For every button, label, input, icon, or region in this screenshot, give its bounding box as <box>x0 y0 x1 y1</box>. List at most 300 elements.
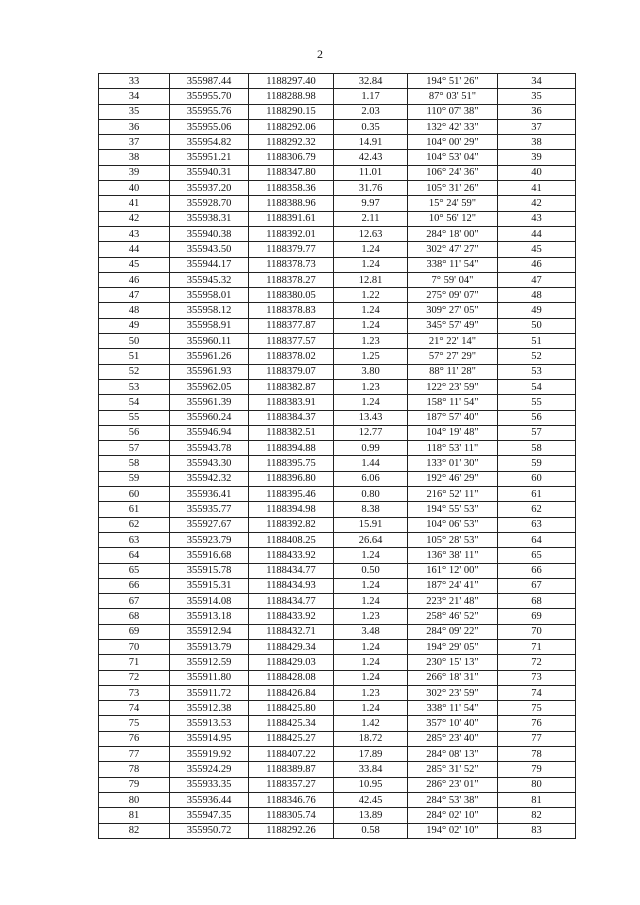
next-point-cell: 66 <box>498 563 576 578</box>
next-point-cell: 83 <box>498 823 576 838</box>
distance-cell: 1.24 <box>334 242 408 257</box>
y-coordinate-cell: 1188388.96 <box>249 196 334 211</box>
bearing-cell: 88° 11' 28" <box>408 364 498 379</box>
point-number-cell: 42 <box>99 211 170 226</box>
x-coordinate-cell: 355987.44 <box>170 74 249 89</box>
point-number-cell: 51 <box>99 349 170 364</box>
point-number-cell: 55 <box>99 410 170 425</box>
next-point-cell: 68 <box>498 594 576 609</box>
next-point-cell: 43 <box>498 211 576 226</box>
table-row <box>99 364 576 379</box>
x-coordinate-cell: 355935.77 <box>170 502 249 517</box>
table-row <box>99 731 576 746</box>
next-point-cell: 46 <box>498 257 576 272</box>
bearing-cell: 275° 09' 07" <box>408 288 498 303</box>
next-point-cell: 76 <box>498 716 576 731</box>
distance-cell: 6.06 <box>334 471 408 486</box>
table-row <box>99 135 576 150</box>
point-number-cell: 37 <box>99 135 170 150</box>
table-row <box>99 303 576 318</box>
table-row <box>99 441 576 456</box>
distance-cell: 13.43 <box>334 410 408 425</box>
x-coordinate-cell: 355912.59 <box>170 655 249 670</box>
table-body <box>99 74 576 839</box>
next-point-cell: 36 <box>498 104 576 119</box>
x-coordinate-cell: 355958.01 <box>170 288 249 303</box>
y-coordinate-cell: 1188377.57 <box>249 334 334 349</box>
bearing-cell: 285° 31' 52" <box>408 762 498 777</box>
table-row <box>99 196 576 211</box>
distance-cell: 1.24 <box>334 548 408 563</box>
x-coordinate-cell: 355913.18 <box>170 609 249 624</box>
x-coordinate-cell: 355928.70 <box>170 196 249 211</box>
distance-cell: 31.76 <box>334 181 408 196</box>
table-row <box>99 808 576 823</box>
table-row <box>99 823 576 838</box>
x-coordinate-cell: 355943.50 <box>170 242 249 257</box>
y-coordinate-cell: 1188425.34 <box>249 716 334 731</box>
x-coordinate-cell: 355942.32 <box>170 471 249 486</box>
bearing-cell: 110° 07' 38" <box>408 104 498 119</box>
point-number-cell: 34 <box>99 89 170 104</box>
bearing-cell: 187° 57' 40" <box>408 410 498 425</box>
distance-cell: 1.24 <box>334 655 408 670</box>
next-point-cell: 80 <box>498 777 576 792</box>
y-coordinate-cell: 1188389.87 <box>249 762 334 777</box>
table-row <box>99 379 576 394</box>
y-coordinate-cell: 1188382.51 <box>249 425 334 440</box>
y-coordinate-cell: 1188306.79 <box>249 150 334 165</box>
x-coordinate-cell: 355947.35 <box>170 808 249 823</box>
point-number-cell: 67 <box>99 594 170 609</box>
y-coordinate-cell: 1188378.83 <box>249 303 334 318</box>
y-coordinate-cell: 1188357.27 <box>249 777 334 792</box>
x-coordinate-cell: 355940.31 <box>170 165 249 180</box>
table-row <box>99 104 576 119</box>
y-coordinate-cell: 1188384.37 <box>249 410 334 425</box>
y-coordinate-cell: 1188395.75 <box>249 456 334 471</box>
point-number-cell: 54 <box>99 395 170 410</box>
point-number-cell: 57 <box>99 441 170 456</box>
distance-cell: 1.22 <box>334 288 408 303</box>
distance-cell: 12.63 <box>334 226 408 241</box>
next-point-cell: 57 <box>498 425 576 440</box>
table-row <box>99 395 576 410</box>
bearing-cell: 338° 11' 54" <box>408 257 498 272</box>
x-coordinate-cell: 355919.92 <box>170 747 249 762</box>
y-coordinate-cell: 1188425.27 <box>249 731 334 746</box>
table-row <box>99 288 576 303</box>
point-number-cell: 49 <box>99 318 170 333</box>
table-row <box>99 349 576 364</box>
y-coordinate-cell: 1188382.87 <box>249 379 334 394</box>
table-row <box>99 609 576 624</box>
table-row <box>99 334 576 349</box>
next-point-cell: 37 <box>498 119 576 134</box>
y-coordinate-cell: 1188408.25 <box>249 532 334 547</box>
point-number-cell: 59 <box>99 471 170 486</box>
next-point-cell: 54 <box>498 379 576 394</box>
distance-cell: 1.24 <box>334 670 408 685</box>
table-row <box>99 517 576 532</box>
x-coordinate-cell: 355958.12 <box>170 303 249 318</box>
distance-cell: 12.77 <box>334 425 408 440</box>
bearing-cell: 309° 27' 05" <box>408 303 498 318</box>
next-point-cell: 50 <box>498 318 576 333</box>
next-point-cell: 56 <box>498 410 576 425</box>
distance-cell: 1.24 <box>334 303 408 318</box>
x-coordinate-cell: 355912.94 <box>170 624 249 639</box>
next-point-cell: 65 <box>498 548 576 563</box>
bearing-cell: 302° 47' 27" <box>408 242 498 257</box>
point-number-cell: 62 <box>99 517 170 532</box>
table-row <box>99 777 576 792</box>
bearing-cell: 104° 06' 53" <box>408 517 498 532</box>
table-row <box>99 181 576 196</box>
point-number-cell: 70 <box>99 639 170 654</box>
point-number-cell: 76 <box>99 731 170 746</box>
point-number-cell: 79 <box>99 777 170 792</box>
distance-cell: 14.91 <box>334 135 408 150</box>
distance-cell: 2.03 <box>334 104 408 119</box>
next-point-cell: 49 <box>498 303 576 318</box>
x-coordinate-cell: 355944.17 <box>170 257 249 272</box>
point-number-cell: 82 <box>99 823 170 838</box>
table-row <box>99 624 576 639</box>
bearing-cell: 133° 01' 30" <box>408 456 498 471</box>
y-coordinate-cell: 1188391.61 <box>249 211 334 226</box>
point-number-cell: 72 <box>99 670 170 685</box>
point-number-cell: 71 <box>99 655 170 670</box>
y-coordinate-cell: 1188432.71 <box>249 624 334 639</box>
distance-cell: 12.81 <box>334 272 408 287</box>
y-coordinate-cell: 1188433.92 <box>249 609 334 624</box>
x-coordinate-cell: 355961.26 <box>170 349 249 364</box>
point-number-cell: 36 <box>99 119 170 134</box>
x-coordinate-cell: 355955.70 <box>170 89 249 104</box>
y-coordinate-cell: 1188378.27 <box>249 272 334 287</box>
y-coordinate-cell: 1188433.92 <box>249 548 334 563</box>
table-row <box>99 471 576 486</box>
distance-cell: 1.24 <box>334 701 408 716</box>
point-number-cell: 81 <box>99 808 170 823</box>
table-row <box>99 716 576 731</box>
table-row <box>99 410 576 425</box>
point-number-cell: 52 <box>99 364 170 379</box>
y-coordinate-cell: 1188292.06 <box>249 119 334 134</box>
table-row <box>99 563 576 578</box>
bearing-cell: 158° 11' 54" <box>408 395 498 410</box>
bearing-cell: 284° 02' 10" <box>408 808 498 823</box>
table-row <box>99 242 576 257</box>
x-coordinate-cell: 355927.67 <box>170 517 249 532</box>
point-number-cell: 50 <box>99 334 170 349</box>
table-row <box>99 685 576 700</box>
next-point-cell: 51 <box>498 334 576 349</box>
y-coordinate-cell: 1188290.15 <box>249 104 334 119</box>
bearing-cell: 187° 24' 41" <box>408 578 498 593</box>
x-coordinate-cell: 355955.76 <box>170 104 249 119</box>
table-row <box>99 425 576 440</box>
bearing-cell: 194° 02' 10" <box>408 823 498 838</box>
page-number: 2 <box>317 47 323 61</box>
distance-cell: 1.24 <box>334 594 408 609</box>
distance-cell: 0.35 <box>334 119 408 134</box>
distance-cell: 17.89 <box>334 747 408 762</box>
distance-cell: 15.91 <box>334 517 408 532</box>
point-number-cell: 43 <box>99 226 170 241</box>
y-coordinate-cell: 1188434.77 <box>249 594 334 609</box>
y-coordinate-cell: 1188425.80 <box>249 701 334 716</box>
distance-cell: 1.23 <box>334 609 408 624</box>
bearing-cell: 357° 10' 40" <box>408 716 498 731</box>
next-point-cell: 70 <box>498 624 576 639</box>
x-coordinate-cell: 355911.80 <box>170 670 249 685</box>
next-point-cell: 63 <box>498 517 576 532</box>
point-number-cell: 66 <box>99 578 170 593</box>
y-coordinate-cell: 1188347.80 <box>249 165 334 180</box>
x-coordinate-cell: 355913.79 <box>170 639 249 654</box>
distance-cell: 3.80 <box>334 364 408 379</box>
next-point-cell: 73 <box>498 670 576 685</box>
point-number-cell: 33 <box>99 74 170 89</box>
y-coordinate-cell: 1188426.84 <box>249 685 334 700</box>
next-point-cell: 71 <box>498 639 576 654</box>
next-point-cell: 40 <box>498 165 576 180</box>
bearing-cell: 230° 15' 13" <box>408 655 498 670</box>
bearing-cell: 338° 11' 54" <box>408 701 498 716</box>
next-point-cell: 44 <box>498 226 576 241</box>
x-coordinate-cell: 355936.44 <box>170 792 249 807</box>
bearing-cell: 105° 28' 53" <box>408 532 498 547</box>
point-number-cell: 64 <box>99 548 170 563</box>
bearing-cell: 284° 18' 00" <box>408 226 498 241</box>
y-coordinate-cell: 1188392.01 <box>249 226 334 241</box>
distance-cell: 1.17 <box>334 89 408 104</box>
point-number-cell: 78 <box>99 762 170 777</box>
distance-cell: 33.84 <box>334 762 408 777</box>
point-number-cell: 77 <box>99 747 170 762</box>
distance-cell: 1.24 <box>334 257 408 272</box>
coordinates-table <box>98 73 576 839</box>
distance-cell: 1.44 <box>334 456 408 471</box>
next-point-cell: 62 <box>498 502 576 517</box>
table-row <box>99 762 576 777</box>
point-number-cell: 46 <box>99 272 170 287</box>
bearing-cell: 194° 29' 05" <box>408 639 498 654</box>
bearing-cell: 21° 22' 14" <box>408 334 498 349</box>
table-row <box>99 150 576 165</box>
y-coordinate-cell: 1188429.03 <box>249 655 334 670</box>
x-coordinate-cell: 355936.41 <box>170 487 249 502</box>
next-point-cell: 48 <box>498 288 576 303</box>
y-coordinate-cell: 1188428.08 <box>249 670 334 685</box>
distance-cell: 32.84 <box>334 74 408 89</box>
table-row <box>99 578 576 593</box>
y-coordinate-cell: 1188297.40 <box>249 74 334 89</box>
y-coordinate-cell: 1188434.93 <box>249 578 334 593</box>
bearing-cell: 223° 21' 48" <box>408 594 498 609</box>
distance-cell: 8.38 <box>334 502 408 517</box>
x-coordinate-cell: 355951.21 <box>170 150 249 165</box>
next-point-cell: 82 <box>498 808 576 823</box>
y-coordinate-cell: 1188392.82 <box>249 517 334 532</box>
distance-cell: 2.11 <box>334 211 408 226</box>
table-row <box>99 594 576 609</box>
point-number-cell: 44 <box>99 242 170 257</box>
point-number-cell: 48 <box>99 303 170 318</box>
y-coordinate-cell: 1188292.32 <box>249 135 334 150</box>
next-point-cell: 72 <box>498 655 576 670</box>
y-coordinate-cell: 1188288.98 <box>249 89 334 104</box>
point-number-cell: 35 <box>99 104 170 119</box>
next-point-cell: 64 <box>498 532 576 547</box>
x-coordinate-cell: 355924.29 <box>170 762 249 777</box>
y-coordinate-cell: 1188358.36 <box>249 181 334 196</box>
bearing-cell: 302° 23' 59" <box>408 685 498 700</box>
distance-cell: 1.24 <box>334 395 408 410</box>
x-coordinate-cell: 355916.68 <box>170 548 249 563</box>
table-row <box>99 257 576 272</box>
x-coordinate-cell: 355938.31 <box>170 211 249 226</box>
table-row <box>99 532 576 547</box>
bearing-cell: 194° 55' 53" <box>408 502 498 517</box>
bearing-cell: 10° 56' 12" <box>408 211 498 226</box>
bearing-cell: 284° 08' 13" <box>408 747 498 762</box>
y-coordinate-cell: 1188407.22 <box>249 747 334 762</box>
point-number-cell: 38 <box>99 150 170 165</box>
point-number-cell: 53 <box>99 379 170 394</box>
x-coordinate-cell: 355943.30 <box>170 456 249 471</box>
y-coordinate-cell: 1188305.74 <box>249 808 334 823</box>
bearing-cell: 216° 52' 11" <box>408 487 498 502</box>
bearing-cell: 286° 23' 01" <box>408 777 498 792</box>
x-coordinate-cell: 355960.24 <box>170 410 249 425</box>
next-point-cell: 55 <box>498 395 576 410</box>
distance-cell: 9.97 <box>334 196 408 211</box>
point-number-cell: 63 <box>99 532 170 547</box>
table-row <box>99 226 576 241</box>
next-point-cell: 41 <box>498 181 576 196</box>
next-point-cell: 79 <box>498 762 576 777</box>
bearing-cell: 258° 46' 52" <box>408 609 498 624</box>
distance-cell: 18.72 <box>334 731 408 746</box>
distance-cell: 0.99 <box>334 441 408 456</box>
bearing-cell: 194° 51' 26" <box>408 74 498 89</box>
x-coordinate-cell: 355923.79 <box>170 532 249 547</box>
next-point-cell: 42 <box>498 196 576 211</box>
next-point-cell: 47 <box>498 272 576 287</box>
next-point-cell: 45 <box>498 242 576 257</box>
distance-cell: 13.89 <box>334 808 408 823</box>
table-row <box>99 639 576 654</box>
x-coordinate-cell: 355911.72 <box>170 685 249 700</box>
table-row <box>99 548 576 563</box>
bearing-cell: 104° 53' 04" <box>408 150 498 165</box>
y-coordinate-cell: 1188377.87 <box>249 318 334 333</box>
x-coordinate-cell: 355940.38 <box>170 226 249 241</box>
bearing-cell: 118° 53' 11" <box>408 441 498 456</box>
point-number-cell: 75 <box>99 716 170 731</box>
bearing-cell: 87° 03' 51" <box>408 89 498 104</box>
point-number-cell: 61 <box>99 502 170 517</box>
bearing-cell: 7° 59' 04" <box>408 272 498 287</box>
table-row <box>99 670 576 685</box>
distance-cell: 42.45 <box>334 792 408 807</box>
table-row <box>99 119 576 134</box>
distance-cell: 1.23 <box>334 334 408 349</box>
y-coordinate-cell: 1188380.05 <box>249 288 334 303</box>
y-coordinate-cell: 1188383.91 <box>249 395 334 410</box>
distance-cell: 1.24 <box>334 639 408 654</box>
next-point-cell: 60 <box>498 471 576 486</box>
distance-cell: 1.23 <box>334 685 408 700</box>
next-point-cell: 52 <box>498 349 576 364</box>
next-point-cell: 77 <box>498 731 576 746</box>
table-row <box>99 487 576 502</box>
x-coordinate-cell: 355943.78 <box>170 441 249 456</box>
next-point-cell: 34 <box>498 74 576 89</box>
table-row <box>99 89 576 104</box>
bearing-cell: 284° 09' 22" <box>408 624 498 639</box>
x-coordinate-cell: 355937.20 <box>170 181 249 196</box>
table-row <box>99 792 576 807</box>
bearing-cell: 105° 31' 26" <box>408 181 498 196</box>
point-number-cell: 40 <box>99 181 170 196</box>
distance-cell: 0.58 <box>334 823 408 838</box>
y-coordinate-cell: 1188379.07 <box>249 364 334 379</box>
bearing-cell: 104° 19' 48" <box>408 425 498 440</box>
point-number-cell: 73 <box>99 685 170 700</box>
distance-cell: 1.25 <box>334 349 408 364</box>
table-row <box>99 701 576 716</box>
x-coordinate-cell: 355960.11 <box>170 334 249 349</box>
point-number-cell: 69 <box>99 624 170 639</box>
next-point-cell: 53 <box>498 364 576 379</box>
distance-cell: 3.48 <box>334 624 408 639</box>
bearing-cell: 161° 12' 00" <box>408 563 498 578</box>
next-point-cell: 75 <box>498 701 576 716</box>
next-point-cell: 74 <box>498 685 576 700</box>
x-coordinate-cell: 355961.39 <box>170 395 249 410</box>
x-coordinate-cell: 355950.72 <box>170 823 249 838</box>
x-coordinate-cell: 355912.38 <box>170 701 249 716</box>
next-point-cell: 39 <box>498 150 576 165</box>
point-number-cell: 65 <box>99 563 170 578</box>
table-row <box>99 318 576 333</box>
x-coordinate-cell: 355933.35 <box>170 777 249 792</box>
x-coordinate-cell: 355945.32 <box>170 272 249 287</box>
point-number-cell: 68 <box>99 609 170 624</box>
y-coordinate-cell: 1188396.80 <box>249 471 334 486</box>
distance-cell: 0.50 <box>334 563 408 578</box>
y-coordinate-cell: 1188346.76 <box>249 792 334 807</box>
distance-cell: 1.24 <box>334 318 408 333</box>
bearing-cell: 192° 46' 29" <box>408 471 498 486</box>
x-coordinate-cell: 355954.82 <box>170 135 249 150</box>
y-coordinate-cell: 1188394.98 <box>249 502 334 517</box>
table-row <box>99 655 576 670</box>
next-point-cell: 35 <box>498 89 576 104</box>
point-number-cell: 74 <box>99 701 170 716</box>
point-number-cell: 45 <box>99 257 170 272</box>
point-number-cell: 60 <box>99 487 170 502</box>
next-point-cell: 78 <box>498 747 576 762</box>
bearing-cell: 15° 24' 59" <box>408 196 498 211</box>
x-coordinate-cell: 355913.53 <box>170 716 249 731</box>
next-point-cell: 81 <box>498 792 576 807</box>
bearing-cell: 104° 00' 29" <box>408 135 498 150</box>
